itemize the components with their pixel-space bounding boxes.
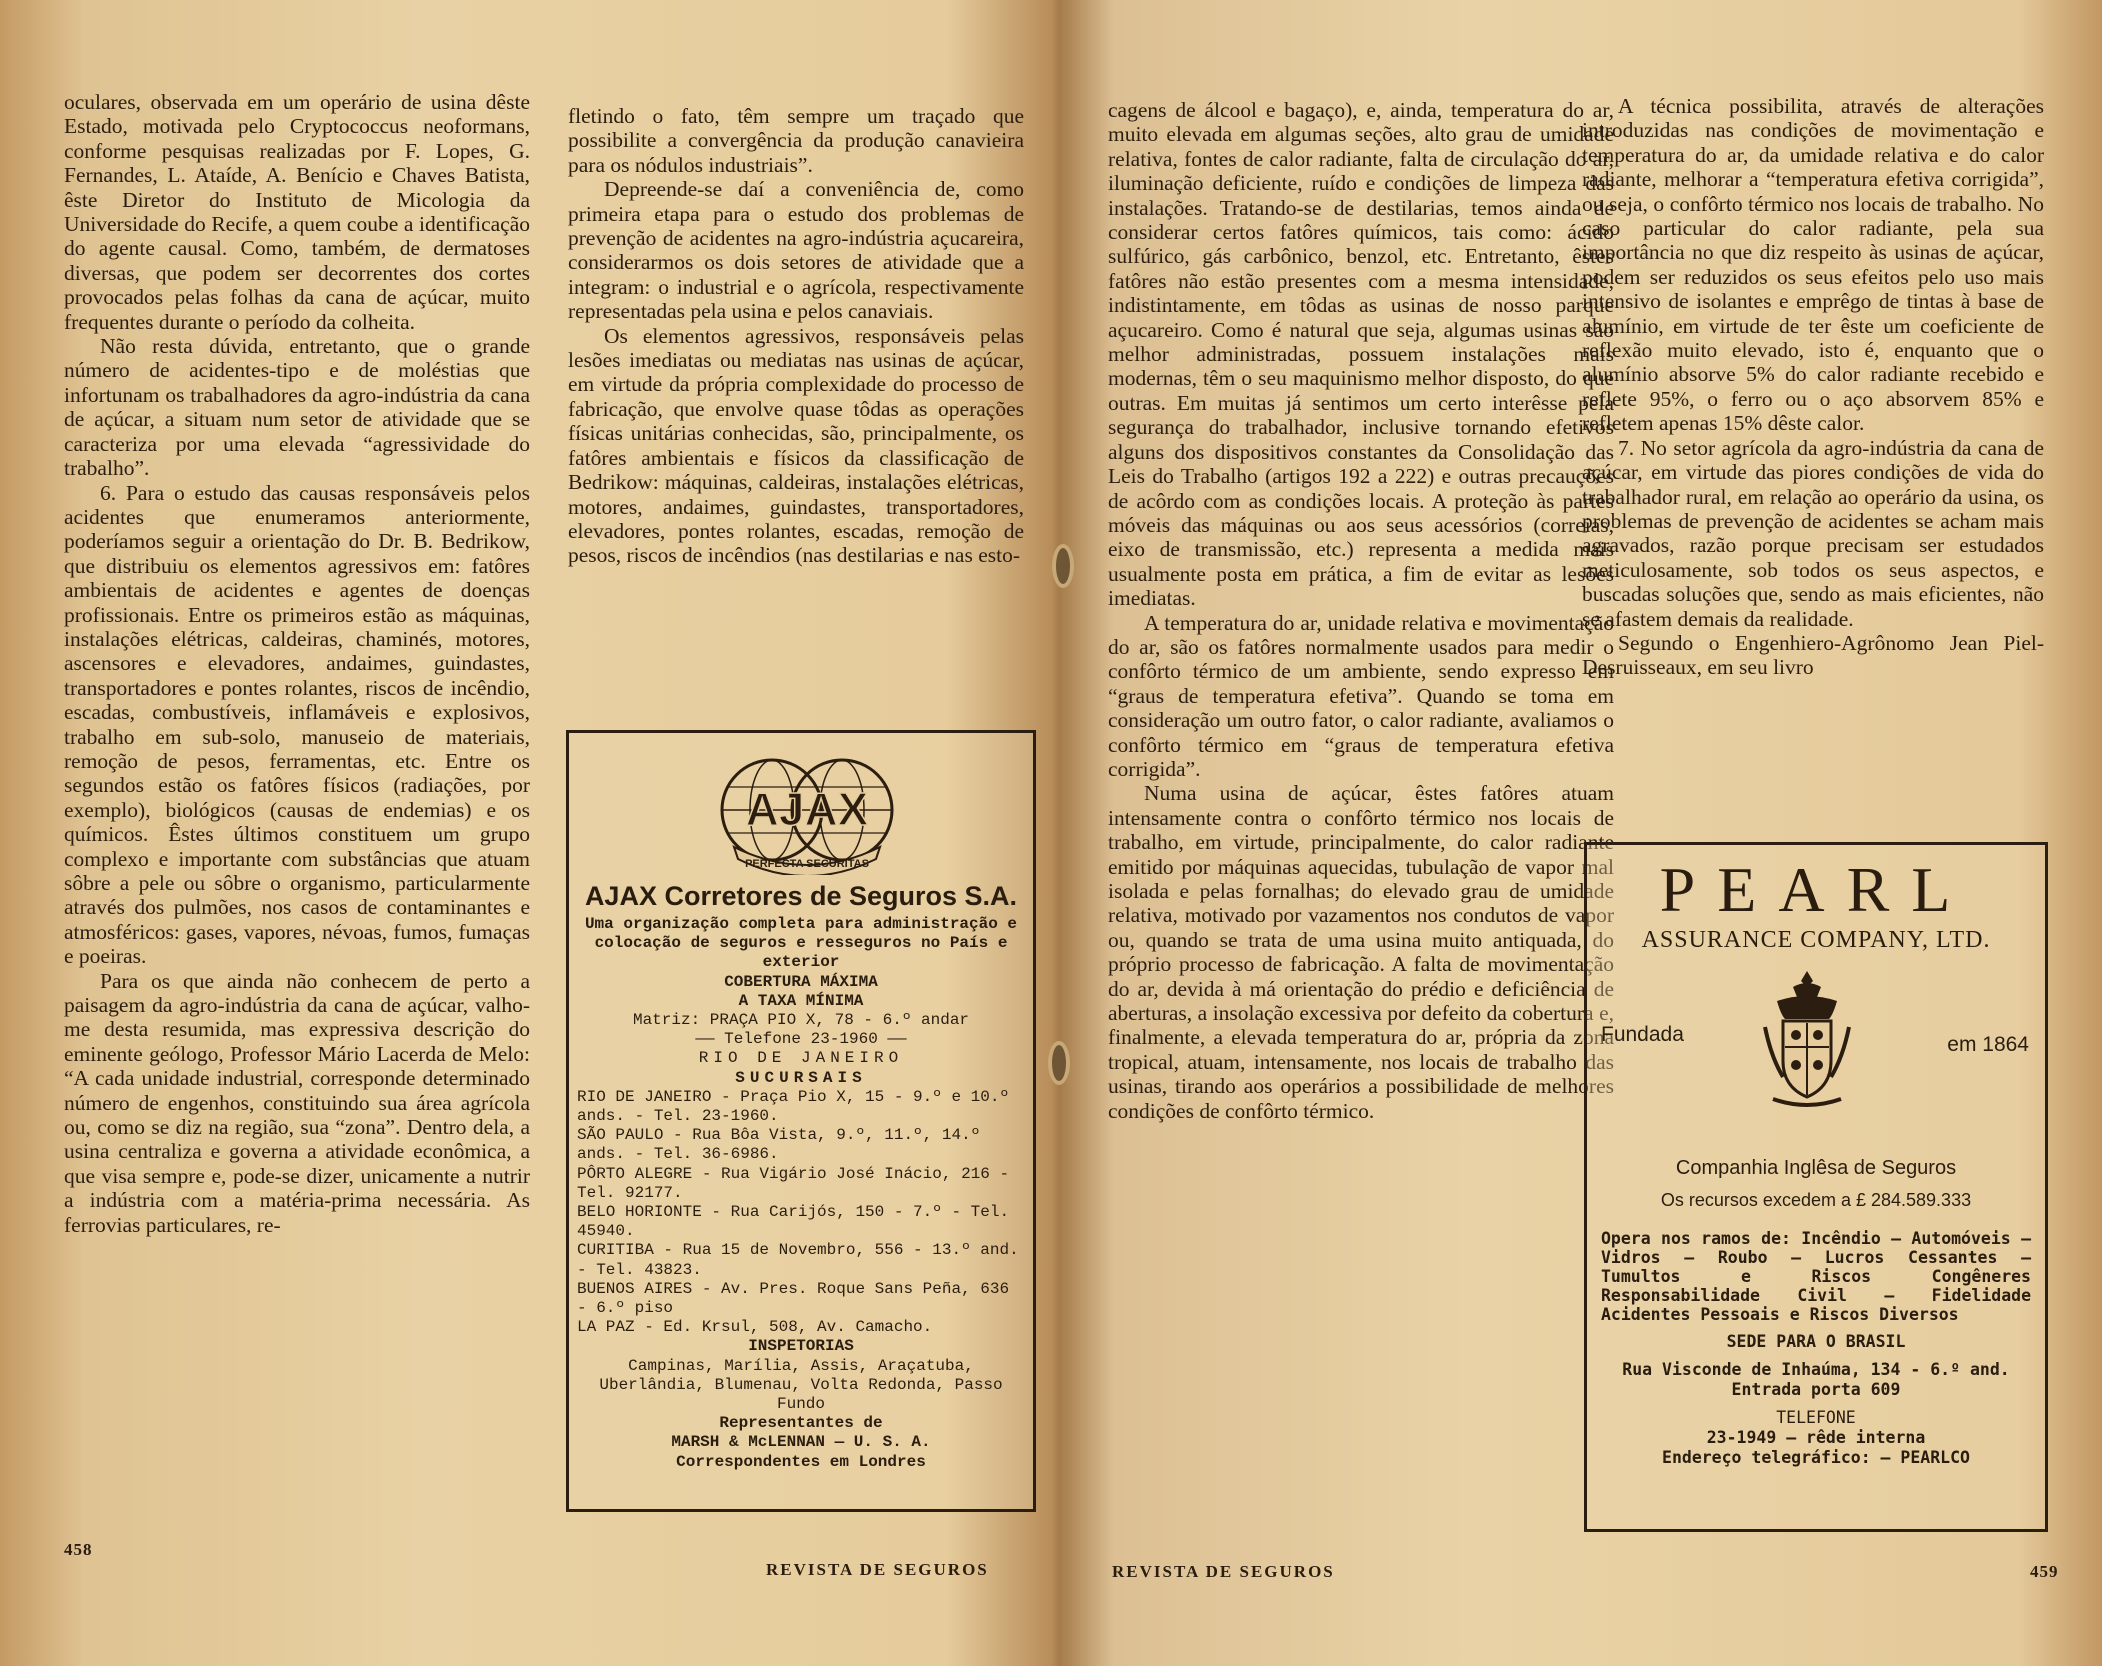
ajax-ad-line: Uma organização completa para administração e colocação de seguros e resseguros no País e exterior bbox=[584, 915, 1018, 972]
right-page bbox=[1052, 0, 2102, 1666]
page-number-left: 458 bbox=[64, 1540, 93, 1559]
running-head-right: REVISTA DE SEGUROS bbox=[1112, 1562, 1335, 1581]
pearl-resources-line: Os recursos excedem a £ 284.589.333 bbox=[1660, 1190, 1972, 1210]
pearl-telegraph: Endereço telegráfico: — PEARLCO bbox=[1662, 1448, 1970, 1467]
ajax-ad-body bbox=[577, 915, 1025, 1472]
paragraph: fletindo o fato, têm sempre um traçado que possibilite a convergência da produção canavieira para os nódulos industriais”. bbox=[568, 104, 1024, 177]
running-head-left: REVISTA DE SEGUROS bbox=[766, 1560, 989, 1579]
pearl-founded-year: em 1864 bbox=[1947, 1033, 2029, 1056]
ajax-ad-line: PÔRTO ALEGRE - Rua Vigário José Inácio, 216 - Tel. 92177. bbox=[577, 1164, 1010, 1202]
pearl-entrance: Entrada porta 609 bbox=[1731, 1380, 1901, 1399]
ajax-globe-logo bbox=[712, 755, 902, 875]
pearl-phone-label: TELEFONE bbox=[1776, 1408, 1856, 1427]
ajax-ad-line: —— Telefone 23-1960 —— bbox=[695, 1030, 907, 1049]
paragraph: 6. Para o estudo das causas responsáveis pelos acidentes que enumeramos anteriormente, poderíamos seguir a orientação do Dr. B. Bedrikow, que distribuiu os elementos agressivos em: fatôres ambientais de acidentes e agentes de doenças profissionais. Entre os primeiros estão as máquinas, instalações elétricas, caldeiras, chaminés, motores, ascensores e elevadores, andaimes, guindastes, transportadores e pontes rolantes, riscos de incêndio, escadas, combustíveis, inflamáveis e explosivos, trabalho em sub-solo, manuseio de materiais, remoção de pesos, ferramentas, etc. Entre os segundos estão os fatôres físicos (radiações, por exemplo), biológicos (causas de endemias) e os químicos. Êstes últimos constituem um grupo complexo e importante com substâncias que atuam sôbre a pele ou sôbre o organismo, particularmente através dos pulmões, nos casos de contaminantes e atmosféricos: gases, vapores, névoas, fumos, fumaças e poeiras. bbox=[64, 480, 530, 969]
paragraph: Não resta dúvida, entretanto, que o grande número de acidentes-tipo e de moléstias que infortunam os trabalhadores da agro-indústria da cana de açúcar, a situam num setor de atividade que se caracteriza por uma elevada “agressividade do trabalho”. bbox=[64, 334, 530, 481]
ajax-ad-line: Campinas, Marília, Assis, Araçatuba, Uberlândia, Blumenau, Volta Redonda, Passo Fundo bbox=[599, 1356, 1003, 1414]
ajax-ad-line: Matriz: PRAÇA PIO X, 78 - 6.º andar bbox=[632, 1011, 970, 1030]
pearl-ad-subtitle: ASSURANCE COMPANY, LTD. bbox=[1641, 927, 1991, 953]
pearl-ad-title: PEARL bbox=[1659, 854, 1973, 925]
paragraph: Para os que ainda não conhecem de perto a paisagem da agro-indústria da cana de açúcar, valho-me desta resumida, mas expressiva descrição do eminente geólogo, Professor Mário Lacerda de Melo: “A cada unidade industrial, corresponde determinado número de engenhos, constituindo sua área agrícola ou, como se diz na região, sua “zona”. Dentro dela, a usina centraliza e governa a atividade econômica, a que visa sempre e, pode-se dizer, unicamente a nutrir a indústria com a matéria-prima necessária. As ferrovias particulares, re- bbox=[64, 968, 530, 1237]
ajax-ad-line: MARSH & McLENNAN — U. S. A. bbox=[671, 1433, 931, 1452]
pearl-phone: 23-1949 — rêde interna bbox=[1706, 1428, 1926, 1447]
ajax-ad-line: COBERTURA MÁXIMA bbox=[724, 972, 878, 991]
left-text-column-2 bbox=[568, 104, 1024, 568]
ajax-advertisement bbox=[566, 730, 1036, 1512]
pearl-address: Rua Visconde de Inhaúma, 134 - 6.º and. bbox=[1622, 1360, 2010, 1379]
paragraph: Segundo o Engenhiero-Agrônomo Jean Piel-Desruisseaux, em seu livro bbox=[1582, 630, 2044, 680]
ajax-ad-line: Correspondentes em Londres bbox=[676, 1452, 926, 1471]
paragraph: 7. No setor agrícola da agro-indústria da cana de açúcar, em virtude das piores condições de vida do trabalhador rural, em relação ao operário da usina, os problemas de prevenção de acidentes se acham mais agravados, razão porque precisam ser estudados meticulosamente, sob todos os seus aspectos, e buscadas soluções que, sendo as mais eficientes, não se afastem demais da realidade. bbox=[1582, 435, 2044, 631]
right-text-column-2 bbox=[1582, 94, 2044, 680]
ajax-ad-line: RIO DE JANEIRO - Praça Pio X, 15 - 9.º e 10.º ands. - Tel. 23-1960. bbox=[577, 1087, 1010, 1126]
paragraph: oculares, observada em um operário de usina dêste Estado, motivada pelo Cryptococcus neoformans, conforme pesquisas realizadas por F. Lopes, G. Fernandes, L. Ataíde, A. Benício e Chaves Batista, êste Diretor do Instituto de Micologia da Universidade do Recife, a quem coube a identificação do agente causal. Como, também, de dermatoses diversas, que podem ser decorrentes dos cortes provocados pelas folhas da cana de açúcar, muito frequentes durante o período da colheita. bbox=[64, 90, 530, 334]
ajax-ad-line: BUENOS AIRES - Av. Pres. Roque Sans Peña, 636 - 6.º piso bbox=[577, 1279, 1010, 1318]
ajax-ad-line: CURITIBA - Rua 15 de Novembro, 556 - 13.º and. - Tel. 43823. bbox=[577, 1241, 1019, 1279]
ajax-ad-line: RIO DE JANEIRO bbox=[698, 1049, 904, 1068]
ajax-ad-line: INSPETORIAS bbox=[748, 1337, 854, 1356]
left-text-column-1 bbox=[64, 90, 530, 1237]
pearl-hq-label: SEDE PARA O BRASIL bbox=[1726, 1332, 1906, 1351]
pearl-ad-body bbox=[1601, 1157, 2031, 1468]
pearl-company-line: Companhia Inglêsa de Seguros bbox=[1675, 1157, 1957, 1179]
paragraph: A temperatura do ar, unidade relativa e movimentação do ar, são os fatôres normalmente usados para medir o confôrto térmico de um ambiente, sendo expresso em “graus de temperatura efetiva”. Quando se toma em consideração um outro fator, o calor radiante, avaliamos o confôrto térmico em “graus de temperatura efetiva corrigida”. bbox=[1108, 610, 1614, 781]
right-text-column-1 bbox=[1108, 98, 1614, 1123]
pearl-coat-of-arms-icon bbox=[1755, 967, 1859, 1111]
ajax-ad-line: A TAXA MÍNIMA bbox=[738, 991, 864, 1010]
pearl-founded-label: Fundada bbox=[1601, 1023, 1684, 1046]
pearl-advertisement bbox=[1584, 842, 2048, 1532]
ajax-ad-line: Representantes de bbox=[719, 1414, 883, 1433]
paragraph: Os elementos agressivos, responsáveis pelas lesões imediatas ou mediatas nas usinas de açúcar, em virtude da própria complexidade do processo de fabricação, que envolve quase tôdas as operações físicas unitárias conhecidas, são, principalmente, os fatôres ambientais e físicos da classificação de Bedrikow: máquinas, caldeiras, instalações elétricas, motores, andaimes, guindastes, transportadores, elevadores, pontes rolantes, escadas, remoção de pesos, riscos de incêndios (nas destilarias e nas esto- bbox=[568, 323, 1024, 568]
paragraph: Depreende-se daí a conveniência de, como primeira etapa para o estudo dos problemas de prevenção de acidentes na agro-indústria açucareira, considerarmos os dois setores de atividade que a integram: o industrial e o agrícola, respectivamente representadas pela usina e pelos canaviais. bbox=[568, 177, 1024, 324]
ajax-ad-line: SÃO PAULO - Rua Bôa Vista, 9.º, 11.º, 14.º ands. - Tel. 36-6986. bbox=[577, 1126, 981, 1164]
ajax-ad-title: AJAX Corretores de Seguros S.A. bbox=[584, 881, 1018, 911]
paragraph: cagens de álcool e bagaço), e, ainda, temperatura do ar, muito elevada em algumas seções, alto grau de umidade relativa, fontes de calor radiante, falta de circulação do ar, iluminação deficiente, ruído e condições de limpeza das instalações. Tratando-se de destilarias, temos ainda de considerar certos fatôres químicos, tais como: ácido sulfúrico, gás carbônico, benzol, etc. Entretanto, êstes fatôres não estão presentes com a mesma intensidade, indistintamente, em tôdas as usinas de nosso parque açucareiro. Como é natural que seja, algumas usinas são melhor administradas, possuem instalações mais modernas, têm o seu maquinismo melhor disposto, do que outras. Em muitas já sentimos um certo interêsse pela segurança do trabalhador, inclusive tornando efetivos alguns dos dispositivos constantes da Consolidação das Leis do Trabalho (artigos 192 a 222) e outras precauções de acôrdo com as condições locais. A proteção às partes móveis das máquinas ou aos seus acessórios (correias, eixo de transmissão, etc.) representa a medida mais usualmente posta em prática, a fim de evitar as lesões imediatas. bbox=[1108, 98, 1614, 611]
ajax-ad-line: SUCURSAIS bbox=[735, 1068, 867, 1087]
pearl-branches-text: Opera nos ramos de: Incêndio — Automóveis — Vidros — Roubo — Lucros Cessantes — Tumultos e Riscos Congêneres Responsabilidade Civil — Fidelidade Acidentes Pessoais e Riscos Diversos bbox=[1601, 1229, 2031, 1324]
paragraph: A técnica possibilita, através de alterações introduzidas nas condições de movimentação e temperatura do ar, da umidade relativa e do calor radiante, melhorar a “temperatura efetiva corrigida”, ou seja, o confôrto térmico nos locais de trabalho. No caso particular do calor radiante, pela sua importância no que diz respeito às usinas de açúcar, podem ser reduzidos os seus efeitos pelo uso mais intensivo de isolantes e emprêgo de tintas à base de alumínio, em virtude de ter êste um coeficiente de reflexão muito elevado, isto é, enquanto que o alumínio absorve 5% do calor radiante recebido e reflete 95%, o ferro ou o aço absorvem 85% e refletem apenas 15% dêste calor. bbox=[1582, 94, 2044, 436]
ajax-logo-ribbon: PERFECTA SECURITAS bbox=[745, 858, 869, 870]
paragraph: Numa usina de açúcar, êstes fatôres atuam intensamente contra o confôrto térmico nos locais de trabalho, em virtude, principalmente, do calor radiante emitido por máquinas aquecidas, tubulação de vapor mal isolada e pelas fornalhas; do elevado grau de umidade relativa, motivado por vazamentos nos condutos de vapor ou, quando se trata de uma usina muito antiquada, do próprio processo de fabricação. A falta de movimentação do ar, devida à má orientação do prédio e deficiência de aberturas, a insolação excessiva por defeito da cobertura e, finalmente, a elevada temperatura do ar, própria da zona tropical, atuam, intensamente, nos locais de trabalho das usinas, tirando aos operários a possibilidade de melhores condições de confôrto térmico. bbox=[1108, 781, 1614, 1123]
ajax-ad-line: BELO HORIONTE - Rua Carijós, 150 - 7.º - Tel. 45940. bbox=[577, 1203, 1010, 1241]
ajax-logo-word: AJAX bbox=[745, 783, 869, 835]
page-number-right: 459 bbox=[2030, 1562, 2059, 1581]
ajax-ad-line: LA PAZ - Ed. Krsul, 508, Av. Camacho. bbox=[577, 1318, 933, 1337]
